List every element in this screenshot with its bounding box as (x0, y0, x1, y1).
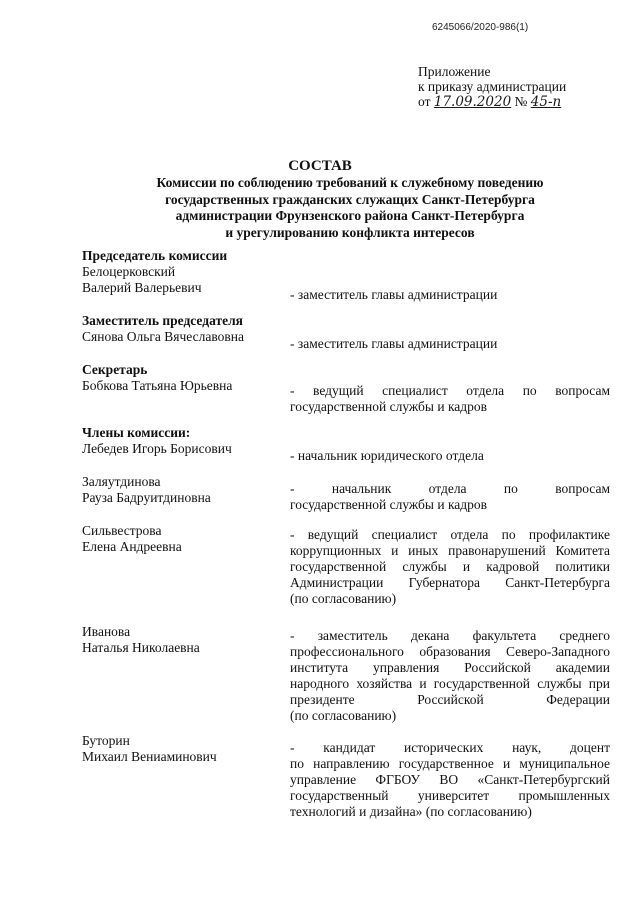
member-role-line: - заместитель главы администрации (290, 336, 498, 351)
member-zalyautdinova-role (290, 481, 610, 513)
member-name-line: Лебедев Игорь Борисович (82, 441, 232, 456)
member-role-line: государственной службы и кадров (290, 497, 488, 512)
member-ivanova-role (290, 628, 610, 724)
member-name-line: Иванова (82, 624, 131, 639)
member-heading: Заместитель председателя (82, 313, 243, 328)
document-subtitle (60, 175, 640, 241)
member-name-line: Михаил Вениаминович (82, 749, 217, 764)
appendix-line-3 (418, 94, 566, 110)
member-deputy-role (290, 336, 610, 352)
member-role-line: (по согласованию) (290, 591, 397, 606)
appendix-number: 45-п (530, 94, 562, 110)
member-name-line: Бобкова Татьяна Юрьевна (82, 378, 233, 393)
subtitle-line: Комиссии по соблюдению требований к служебному поведению (156, 175, 544, 190)
member-role-line: - ведущий специалист отдела по вопросам (290, 383, 610, 398)
subtitle-line: и урегулированию конфликта интересов (225, 224, 475, 240)
member-name-line: Рауза Бадруитдиновна (82, 490, 211, 505)
member-role-line: - начальник отдела по вопросам (290, 481, 610, 496)
member-secretary-role (290, 383, 610, 415)
member-chairman-role (290, 287, 610, 303)
member-lebedev-role (290, 448, 610, 464)
member-role-line: - кандидат исторических наук, доцент (290, 740, 610, 755)
member-zalyautdinova-left (82, 474, 211, 506)
appendix-number-label: № (514, 94, 528, 109)
member-role-line: по направлению государственное и муниципальное (290, 756, 610, 771)
member-role-line: профессионального образования Северо-Западного (290, 644, 610, 659)
appendix-line-1: Приложение (418, 64, 491, 79)
member-role-line: президенте Российской Федерации (290, 692, 610, 707)
member-silvestrova-left (82, 523, 182, 555)
subtitle-line: администрации Фрунзенского района Санкт-Петербурга (175, 208, 525, 223)
member-name-line: Валерий Валерьевич (82, 280, 202, 295)
member-role-line: - заместитель декана факультета среднего (290, 628, 610, 643)
appendix-block (418, 64, 566, 110)
member-heading: Секретарь (82, 362, 148, 377)
member-chairman-left (82, 248, 227, 296)
member-role-line: - заместитель главы администрации (290, 287, 498, 302)
appendix-line-2: к приказу администрации (418, 79, 567, 94)
member-name-line: Белоцерковский (82, 264, 176, 279)
member-role-line: института управления Российской академии (290, 660, 610, 675)
member-role-line: государственной службы и кадровой политики (290, 559, 610, 574)
member-role-line: государственный университет промышленных (290, 788, 610, 803)
member-role-line: Администрации Губернатора Санкт-Петербурга (290, 575, 610, 590)
member-butorin-role (290, 740, 610, 820)
member-role-line: (по согласованию) (290, 708, 397, 723)
member-name-line: Елена Андреевна (82, 539, 182, 554)
member-role-line: - начальник юридического отдела (290, 448, 484, 463)
member-name-line: Наталья Николаевна (82, 640, 200, 655)
member-butorin-left (82, 733, 217, 765)
appendix-date: 17.09.2020 (433, 94, 512, 110)
document-id: 6245066/2020-986(1) (432, 22, 529, 33)
member-role-line: технологий и дизайна» (по согласованию) (290, 804, 532, 819)
member-role-line: управление ФГБОУ ВО «Санкт-Петербургский (290, 772, 610, 787)
document-title: СОСТАВ (288, 158, 352, 174)
subtitle-line: государственных гражданских служащих Санкт-Петербурга (165, 191, 535, 207)
member-role-line: коррупционных и иных правонарушений Комитета (290, 543, 610, 558)
member-name-line: Буторин (82, 733, 130, 748)
member-silvestrova-role (290, 527, 610, 607)
member-secretary-left (82, 362, 232, 394)
member-role-line: - ведущий специалист отдела по профилактике (290, 527, 610, 542)
member-role-line: народного хозяйства и государственной службы при (290, 676, 610, 691)
member-heading: Члены комиссии: (82, 425, 191, 440)
appendix-prefix: от (418, 94, 431, 109)
member-name-line: Сянова Ольга Вячеславовна (82, 329, 244, 344)
member-ivanova-left (82, 624, 200, 656)
member-deputy-left (82, 313, 244, 345)
member-heading: Председатель комиссии (82, 248, 228, 263)
member-name-line: Заляутдинова (82, 474, 161, 489)
member-role-line: государственной службы и кадров (290, 399, 488, 414)
member-lebedev-left (82, 425, 232, 457)
member-name-line: Сильвестрова (82, 523, 162, 538)
